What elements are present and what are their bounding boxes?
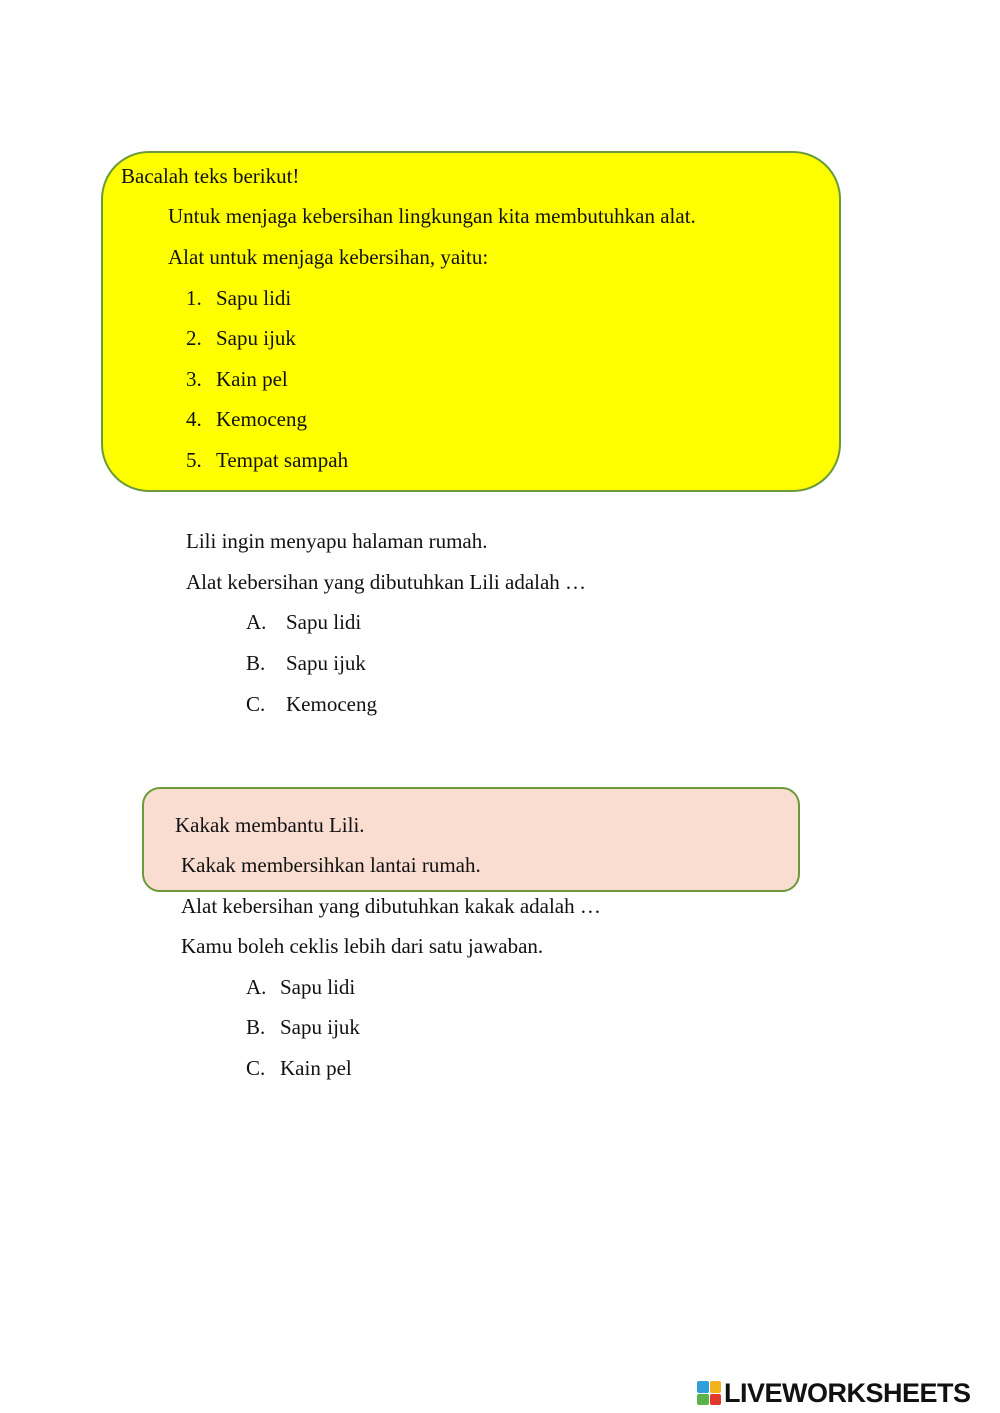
option-text: Sapu ijuk bbox=[286, 651, 366, 675]
list-number: 2. bbox=[186, 326, 202, 350]
list-text: Sapu lidi bbox=[216, 286, 292, 310]
question1-option-b[interactable] bbox=[246, 653, 366, 674]
option-text: Kemoceng bbox=[286, 692, 377, 716]
reading-instruction: Bacalah teks berikut! bbox=[121, 164, 300, 188]
option-letter: C. bbox=[246, 1056, 266, 1080]
option-text: Kain pel bbox=[280, 1056, 352, 1080]
option-letter: A. bbox=[246, 975, 267, 999]
logo-square bbox=[697, 1381, 709, 1393]
list-text: Sapu ijuk bbox=[216, 326, 296, 350]
option-text: Sapu lidi bbox=[280, 975, 356, 999]
list-text: Kain pel bbox=[216, 367, 288, 391]
option-letter: C. bbox=[246, 692, 266, 716]
scenario-line-1: Kakak membantu Lili. bbox=[175, 813, 365, 837]
question2-option-b[interactable] bbox=[246, 1017, 360, 1038]
question2-line-2: Kamu boleh ceklis lebih dari satu jawaban. bbox=[181, 934, 544, 958]
option-text: Sapu ijuk bbox=[280, 1015, 360, 1039]
liveworksheets-branding bbox=[697, 1378, 971, 1408]
list-number: 1. bbox=[186, 286, 202, 310]
question1-option-a[interactable] bbox=[246, 612, 361, 633]
logo-square bbox=[697, 1394, 709, 1406]
question1-line-2: Alat kebersihan yang dibutuhkan Lili adalah … bbox=[186, 570, 587, 594]
list-text: Tempat sampah bbox=[216, 448, 349, 472]
list-number: 3. bbox=[186, 367, 202, 391]
reading-line-2: Alat untuk menjaga kebersihan, yaitu: bbox=[168, 245, 489, 269]
reading-list-item bbox=[186, 409, 307, 430]
scenario-line-2: Kakak membersihkan lantai rumah. bbox=[181, 853, 481, 877]
option-letter: B. bbox=[246, 651, 266, 675]
liveworksheets-logo-icon bbox=[697, 1381, 721, 1405]
option-letter: A. bbox=[246, 610, 267, 634]
list-number: 4. bbox=[186, 407, 202, 431]
reading-list-item bbox=[186, 328, 296, 349]
reading-box bbox=[101, 151, 841, 492]
logo-square bbox=[710, 1394, 722, 1406]
list-number: 5. bbox=[186, 448, 202, 472]
question2-option-a[interactable] bbox=[246, 977, 355, 998]
option-letter: B. bbox=[246, 1015, 266, 1039]
question1-line-1: Lili ingin menyapu halaman rumah. bbox=[186, 529, 488, 553]
option-text: Sapu lidi bbox=[286, 610, 362, 634]
reading-list-item bbox=[186, 369, 288, 390]
question2-option-c[interactable] bbox=[246, 1058, 352, 1079]
logo-square bbox=[710, 1381, 722, 1393]
reading-list-item bbox=[186, 288, 291, 309]
brand-text: LIVEWORKSHEETS bbox=[724, 1377, 971, 1408]
list-text: Kemoceng bbox=[216, 407, 307, 431]
reading-list-item bbox=[186, 450, 348, 471]
question2-line-1: Alat kebersihan yang dibutuhkan kakak adalah … bbox=[181, 894, 601, 918]
question1-option-c[interactable] bbox=[246, 694, 377, 715]
reading-line-1: Untuk menjaga kebersihan lingkungan kita membutuhkan alat. bbox=[168, 204, 696, 228]
